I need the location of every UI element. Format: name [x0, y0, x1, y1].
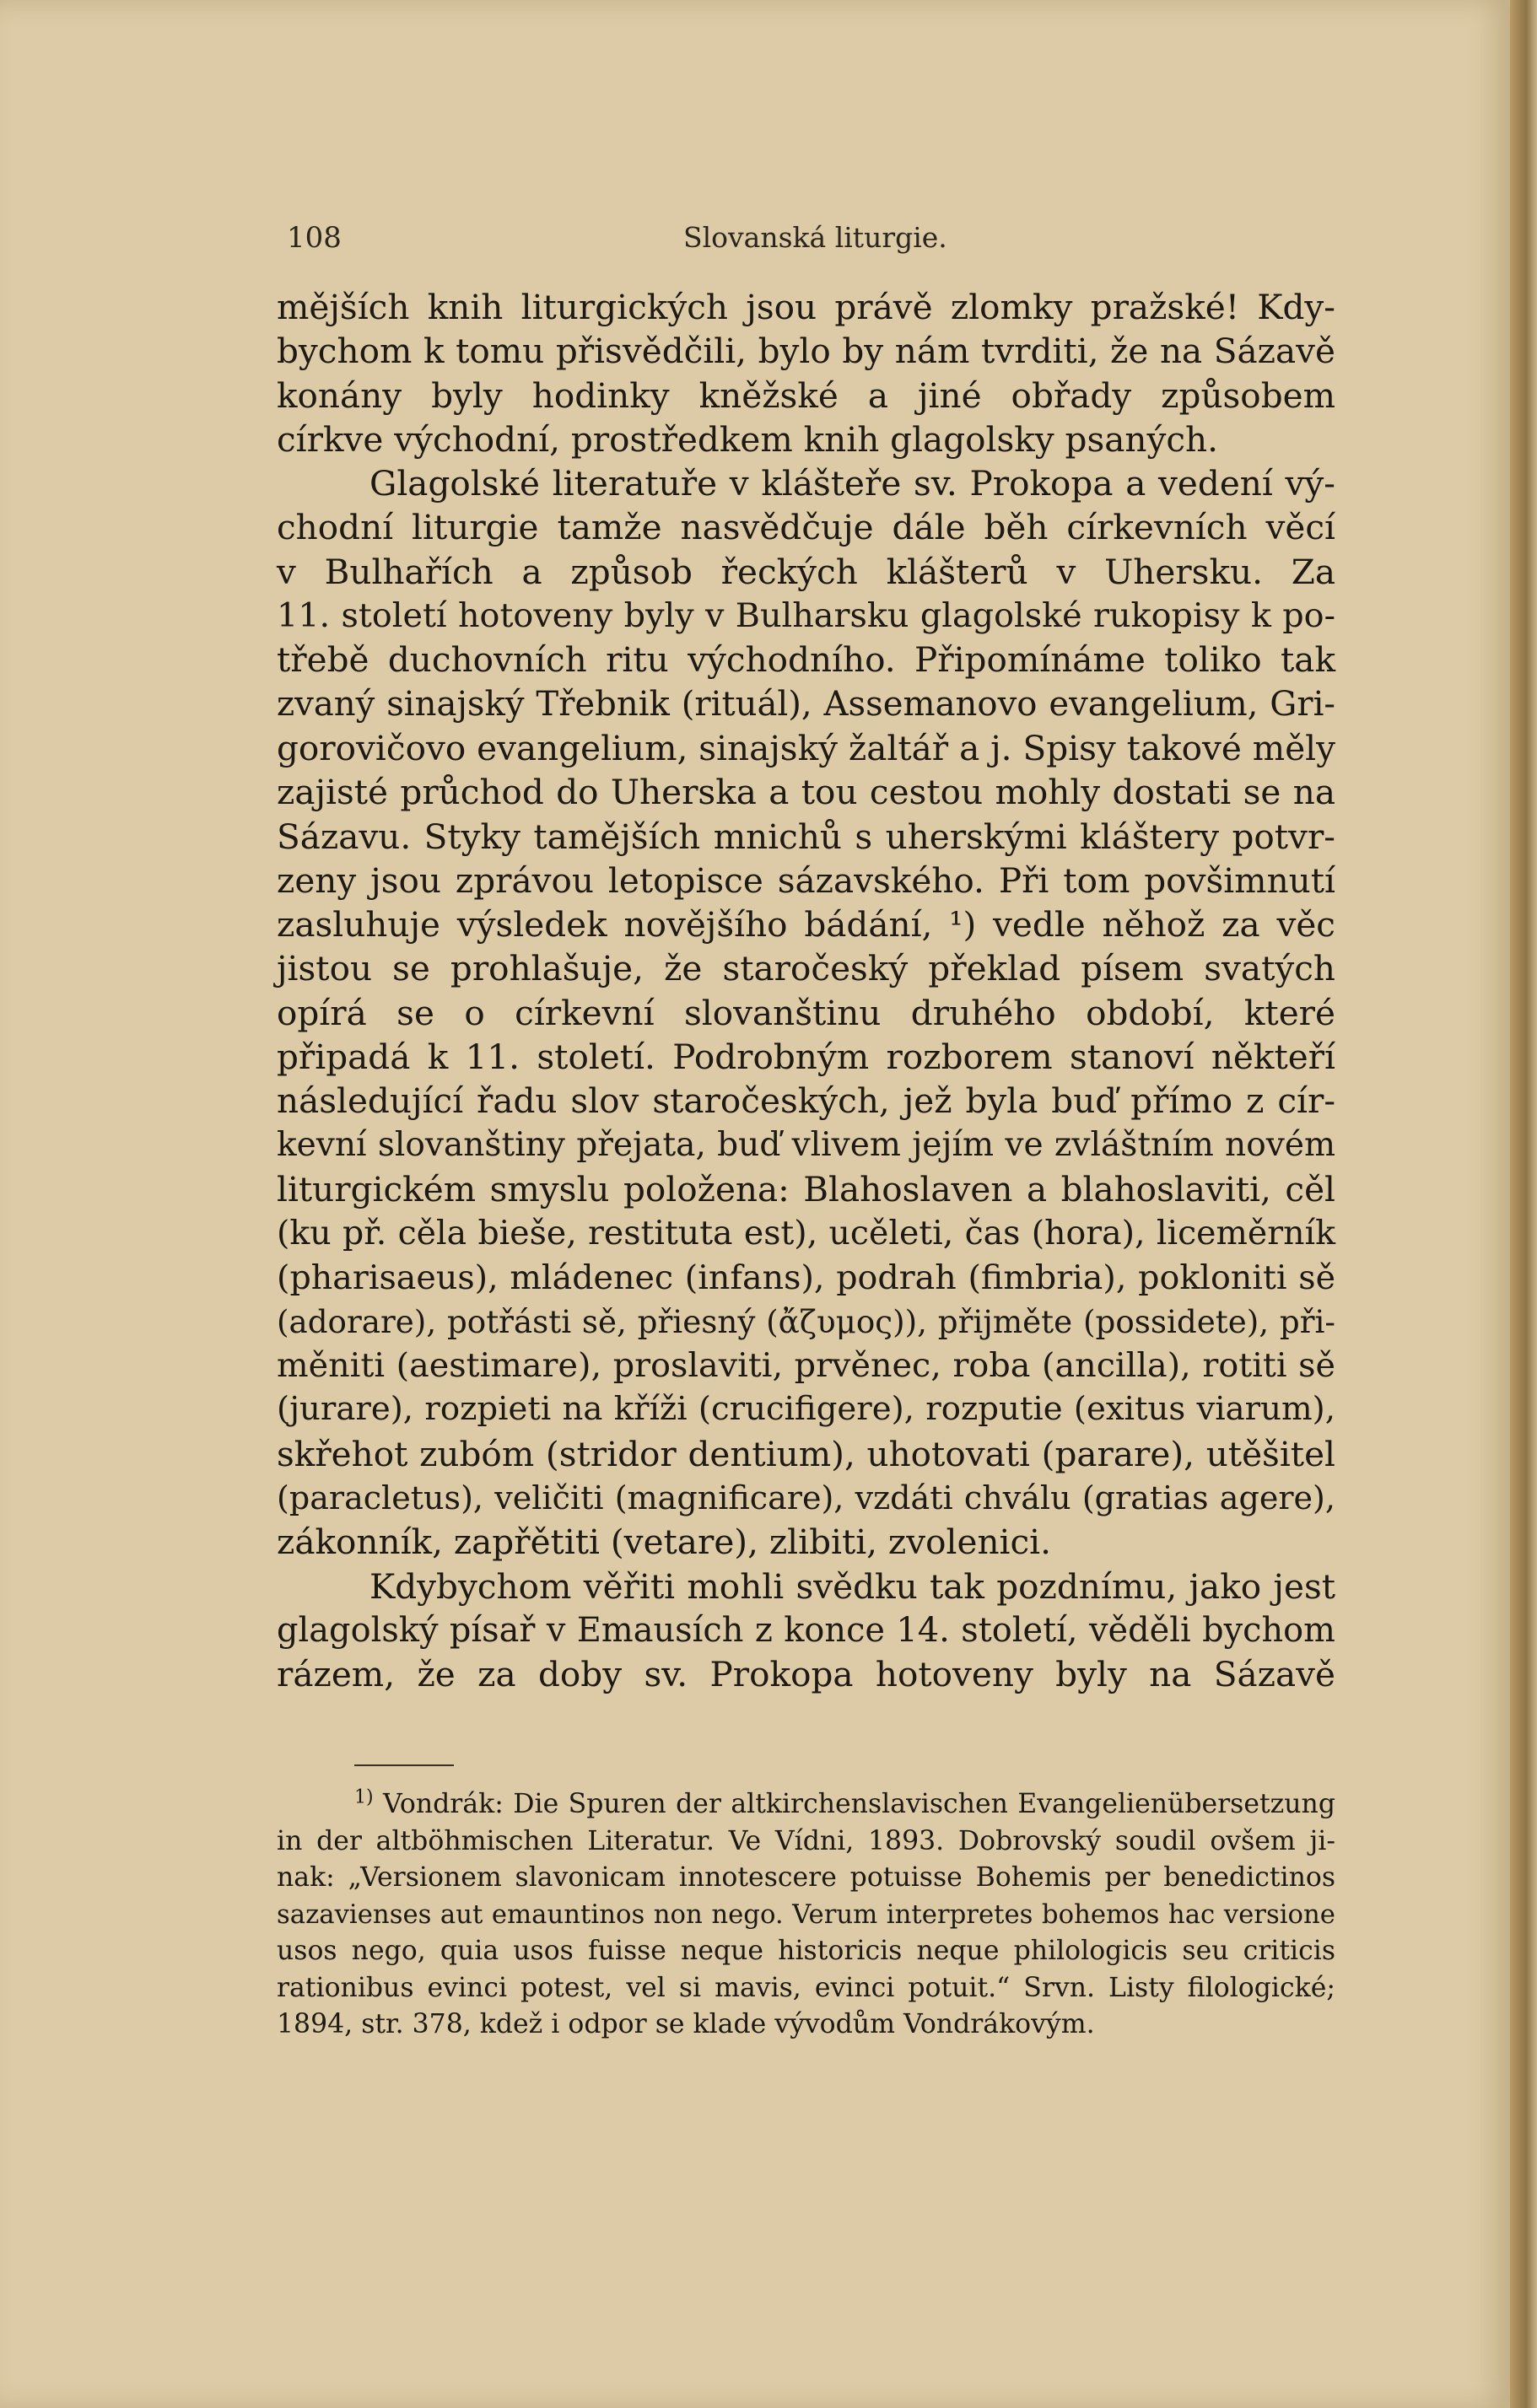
- text-line: konány byly hodinky kněžské a jiné obřady způsobem: [277, 374, 1335, 416]
- footnote-line: rationibus evinci potest, vel si mavis, evinci potuit.“ Srvn. Listy filologické;: [277, 1972, 1335, 2003]
- text-line: liturgickém smyslu položena: Blahoslaven a blahoslaviti, cěl: [277, 1168, 1335, 1209]
- text-line: připadá k 11. století. Podrobným rozborem stanoví někteří: [277, 1037, 1335, 1078]
- text-line: (ku př. cěla bieše, restituta est), ucěleti, čas (hora), liceměrník: [277, 1214, 1335, 1253]
- page-number: 108: [287, 221, 342, 255]
- text-line: Glagolské literatuře v klášteře sv. Prokopa a vedení vý-: [369, 463, 1335, 504]
- text-line: chodní liturgie tamže nasvědčuje dále běh církevních věcí: [277, 507, 1335, 548]
- text-line: 11. století hotoveny byly v Bulharsku glagolské rukopisy k po-: [277, 596, 1335, 636]
- main-text: [277, 285, 1335, 1697]
- footnote-line: usos nego, quia usos fuisse neque historicis neque philologicis seu criticis: [277, 1936, 1335, 1966]
- text-line: (paracletus), veličiti (magnificare), vzdáti chválu (gratias agere),: [277, 1479, 1335, 1517]
- text-line: skřehot zubóm (stridor dentium), uhotovati (parare), utěšitel: [277, 1433, 1335, 1474]
- text-line: zákonník, zapřětiti (vetare), zlibiti, zvolenici.: [277, 1522, 1051, 1563]
- footnote-line: 1894, str. 378, kdež i odpor se klade vývodům Vondrákovým.: [277, 2009, 1095, 2039]
- text-line: církve východní, prostředkem knih glagolsky psaných.: [277, 418, 1219, 460]
- text-line: (pharisaeus), mládenec (infans), podrah (fimbria), pokloniti sě: [277, 1258, 1335, 1297]
- page-edge: [1510, 0, 1537, 2408]
- text-line: Kdybychom věřiti mohli svědku tak pozdnímu, jako jest: [369, 1565, 1335, 1607]
- text-line: bychom k tomu přisvědčili, bylo by nám tvrditi, že na Sázavě: [277, 331, 1335, 372]
- text-line: (adorare), potřásti sě, přiesný (ἄζυμος)), přijměte (possidete), při-: [277, 1302, 1335, 1340]
- text-line: zasluhuje výsledek novějšího bádání, ¹) vedle něhož za věc: [277, 904, 1335, 945]
- text-line: jistou se prohlašuje, že staročeský překlad písem svatých: [277, 948, 1335, 989]
- text-line: rázem, že za doby sv. Prokopa hotoveny byly na Sázavě: [277, 1654, 1335, 1695]
- text-line: opírá se o církevní slovanštinu druhého období, které: [277, 992, 1335, 1033]
- footnote-text: Vondrák: Die Spuren der altkirchenslavischen Evangelienübersetzung: [383, 1789, 1335, 1819]
- text-line: zeny jsou zprávou letopisce sázavského. Při tom povšimnutí: [277, 859, 1335, 901]
- text-line: (jurare), rozpieti na kříži (crucifigere), rozputie (exitus viarum),: [277, 1390, 1335, 1429]
- text-line: měniti (aestimare), proslaviti, prvěnec, roba (ancilla), rotiti sě: [277, 1346, 1335, 1386]
- text-line: gorovičovo evangelium, sinajský žaltář a j. Spisy takové měly: [277, 727, 1335, 768]
- text-line: Sázavu. Styky tamějších mnichů s uherskými kláštery potvr-: [277, 816, 1335, 857]
- footnote-marker: 1): [354, 1786, 374, 1808]
- text-line: kevní slovanštiny přejata, buď vlivem jejím ve zvláštním novém: [277, 1125, 1335, 1164]
- text-line: zajisté průchod do Uherska a tou cestou mohly dostati se na: [277, 772, 1335, 813]
- text-line: glagolský písař v Emausích z konce 14. století, věděli bychom: [277, 1610, 1335, 1650]
- text-line: třebě duchovních ritu východního. Připomínáme toliko tak: [277, 639, 1335, 681]
- footnote-line: [277, 1786, 1335, 1824]
- text-line: v Bulhařích a způsob řeckých klášterů v Uhersku. Za: [277, 551, 1335, 592]
- footnote-divider: [354, 1764, 454, 1766]
- footnote-line: in der altböhmischen Literatur. Ve Vídni, 1893. Dobrovský soudil ovšem ji-: [277, 1825, 1335, 1856]
- page-header: [287, 221, 1341, 263]
- text-line: následující řadu slov staročeských, jež byla buď přímo z cír-: [277, 1080, 1335, 1122]
- text-line: zvaný sinajský Třebnik (rituál), Assemanovo evangelium, Gri-: [277, 684, 1335, 724]
- footnote-line: nak: „Versionem slavonicam innotescere potuisse Bohemis per benedictinos: [277, 1862, 1335, 1893]
- running-title: Slovanská liturgie.: [683, 221, 947, 254]
- footnote: [277, 1786, 1335, 2044]
- footnote-line: sazavienses aut emauntinos non nego. Verum interpretes bohemos hac versione: [277, 1899, 1335, 1930]
- text-line: mějších knih liturgických jsou právě zlomky pražské! Kdy-: [277, 287, 1335, 327]
